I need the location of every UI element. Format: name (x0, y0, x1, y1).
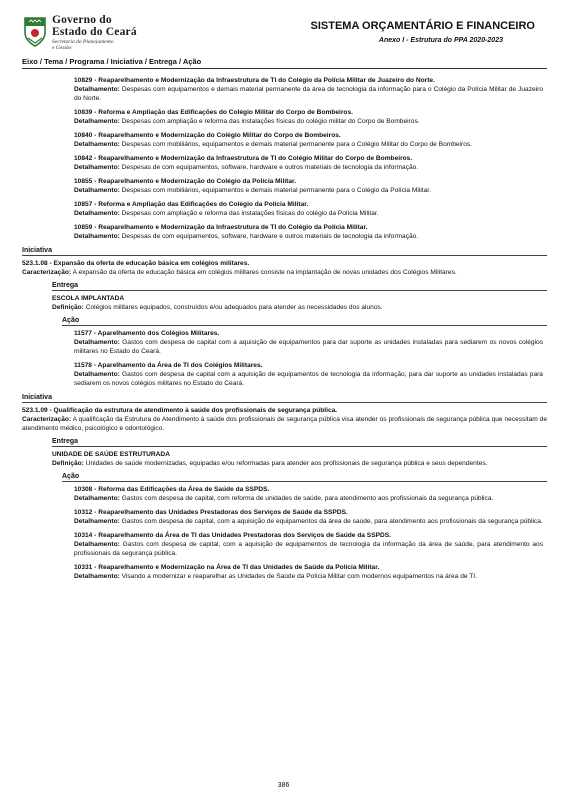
action-item (74, 531, 543, 558)
entrega-1-definicao: Definição: Colégios militares equipados, construídos e/ou adequados para atender as necessidades dos alunos. (52, 304, 383, 311)
action-detail: Detalhamento: Gastos com despesa de capital com a aquisição de equipamentos para dar suporte as unidades instaladas para sediarem os novos colégios militares no Estado do Ceará. (74, 339, 543, 355)
entrega-1-block (52, 294, 547, 312)
action-title: 10308 - Reforma das Edificações da Área de Saúde da SSPDS. (74, 486, 270, 493)
action-detail: Detalhamento: Despesas com ampliação e reforma das instalações físicas do colégio militar do Corpo de Bombeiros. (74, 118, 420, 125)
iniciativa-2-title: 523.1.09 - Qualificação da estrutura de atendimento à saúde dos profissionais de segurança pública. (22, 407, 338, 414)
action-title: 10331 - Reaparelhamento e Modernização na Área de TI das Unidades de Saúde da Polícia Militar. (74, 564, 380, 571)
section-entrega-2: Entrega (52, 437, 547, 447)
section-acao-1: Ação (62, 316, 547, 326)
iniciativa-1-title: 523.1.08 - Expansão da oferta de educação básica em colégios militares. (22, 260, 250, 267)
action-item (74, 154, 543, 172)
iniciativa-2-caracterizacao: Caracterização: A qualificação da Estrutura de Atendimento à saúde dos profissionais de segurança pública visa atender os profissionais de segurança pública que necessitam de atendimento médico, psicológico e odontológico. (22, 416, 547, 432)
action-title: 10842 - Reaparelhamento e Modernização da Infraestrutura de TI do Colégio Militar do Corpo de Bombeiros. (74, 155, 413, 162)
document-body (22, 76, 547, 586)
action-title: 11577 - Aparelhamento dos Colégios Militares. (74, 330, 220, 337)
action-detail: Detalhamento: Gastos com despesa de capital com a aquisição de equipamentos de tecnologia da informação, para dar suporte as unidades instaladas para sediarem os novos colégios militares no Estado do Ceará. (74, 371, 543, 387)
action-detail: Detalhamento: Gastos com despesa de capital, com a aquisição de equipamentos da área de saúde, para atendimento aos profissionais da segurança pública. (74, 518, 543, 525)
action-detail: Detalhamento: Despesas com ampliação e reforma das instalações físicas do colégio da Polícia Militar. (74, 210, 379, 217)
action-item (74, 223, 543, 241)
action-item (74, 76, 543, 103)
top-action-list (22, 76, 547, 241)
action-detail: Detalhamento: Despesas de com equipamentos, software, hardware e outros materiais de tecnologia da informação. (74, 233, 419, 240)
action-item (74, 200, 543, 218)
action-title: 10840 - Reaparelhamento e Modernização do Colégio Militar do Corpo de Bombeiros. (74, 132, 341, 139)
breadcrumb: Eixo / Tema / Programa / Iniciativa / Entrega / Ação (22, 57, 202, 66)
iniciativa-1-action-list (22, 329, 547, 388)
entrega-2-block (52, 450, 547, 468)
action-detail: Detalhamento: Despesas de com equipamentos, software, hardware e outros materiais de tecnologia da informação. (74, 164, 419, 171)
action-item (74, 329, 543, 356)
iniciativa-2-action-list (22, 485, 547, 581)
action-title: 11578 - Aparelhamento da Área de TI dos Colégios Militares. (74, 362, 263, 369)
section-entrega-1: Entrega (52, 281, 547, 291)
action-item (74, 508, 543, 526)
action-title: 10859 - Reaparelhamento e Modernização da Infraestrutura de TI do Colégio da Polícia Militar. (74, 224, 368, 231)
action-item (74, 485, 543, 503)
action-item (74, 177, 543, 195)
section-iniciativa-2: Iniciativa (22, 393, 547, 403)
page-header (22, 14, 547, 54)
section-iniciativa-1: Iniciativa (22, 246, 547, 256)
action-item (74, 361, 543, 388)
system-title: SISTEMA ORÇAMENTÁRIO E FINANCEIRO (310, 20, 535, 32)
entrega-2-definicao: Definição: Unidades de saúde modernizadas, equipadas e/ou reformadas para atender aos profissionais de segurança pública e seus dependentes. (52, 460, 488, 467)
action-detail: Detalhamento: Despesas com mobiliários, equipamentos e demais material permanente para o Colégio da Polícia Militar. (74, 187, 431, 194)
system-subtitle: Anexo I - Estrutura do PPA 2020-2023 (378, 37, 503, 44)
section-acao-2: Ação (62, 472, 547, 482)
action-title: 10857 - Reforma e Ampliação das Edificações do Colégio da Polícia Militar. (74, 201, 309, 208)
action-detail: Detalhamento: Visando a modernizar e reaparelhar as Unidades de Saúde da Polícia Militar com modernos equipamentos na área de TI. (74, 573, 477, 580)
government-logo (22, 14, 192, 54)
header-divider (22, 68, 547, 69)
ceara-coat-of-arms-icon (22, 16, 48, 48)
action-title: 10314 - Reaparelhamento da Área de TI das Unidades Prestadoras dos Serviços de Saúde da SSPDS. (74, 532, 391, 539)
action-item (74, 108, 543, 126)
action-item (74, 563, 543, 581)
logo-line1: Governo do (52, 14, 112, 26)
action-title: 10839 - Reforma e Ampliação das Edificações do Colégio Militar do Corpo de Bombeiros. (74, 109, 353, 116)
action-item (74, 131, 543, 149)
logo-line2: Estado do Ceará (52, 26, 137, 38)
action-title: 10312 - Reaparelhamento das Unidades Prestadoras dos Serviços de Saúde da SSPDS. (74, 509, 348, 516)
entrega-1-name: ESCOLA IMPLANTADA (52, 295, 125, 302)
page-number: 386 (277, 782, 290, 789)
action-detail: Detalhamento: Despesas com mobiliários, equipamentos e demais material permanente para o Colégio Militar do Corpo de Bombeiros. (74, 141, 473, 148)
action-detail: Detalhamento: Despesas com equipamentos e demais material permanente da área de tecnologia da informação para o Colégio da Polícia Militar de Juazeiro do Norte. (74, 86, 543, 102)
action-detail: Detalhamento: Gastos com despesa de capital, com reforma de unidades de saúde, para atendimento aos profissionais da segurança pública. (74, 495, 494, 502)
action-detail: Detalhamento: Gastos com despesa de capital, com a aquisição de equipamentos de tecnologia da informação da área de saúde, para atendimento aos profissionais da segurança pública. (74, 541, 543, 557)
logo-sub-line1: Secretaria do Planejamento (52, 39, 114, 45)
iniciativa-1-caracterizacao: Caracterização: A expansão da oferta de educação básica em colégios militares consiste na implantação de novas unidades dos Colégios Militares. (22, 269, 457, 276)
logo-subtitle (52, 39, 114, 51)
logo-sub-line2: e Gestão (52, 45, 72, 51)
entrega-2-name: UNIDADE DE SAÚDE ESTRUTURADA (52, 451, 170, 458)
action-title: 10829 - Reaparelhamento e Modernização da Infraestrutura de TI do Colégio da Polícia Militar de Juazeiro do Norte. (74, 77, 435, 84)
action-title: 10855 - Reaparelhamento e Modernização do Colégio da Polícia Militar. (74, 178, 297, 185)
